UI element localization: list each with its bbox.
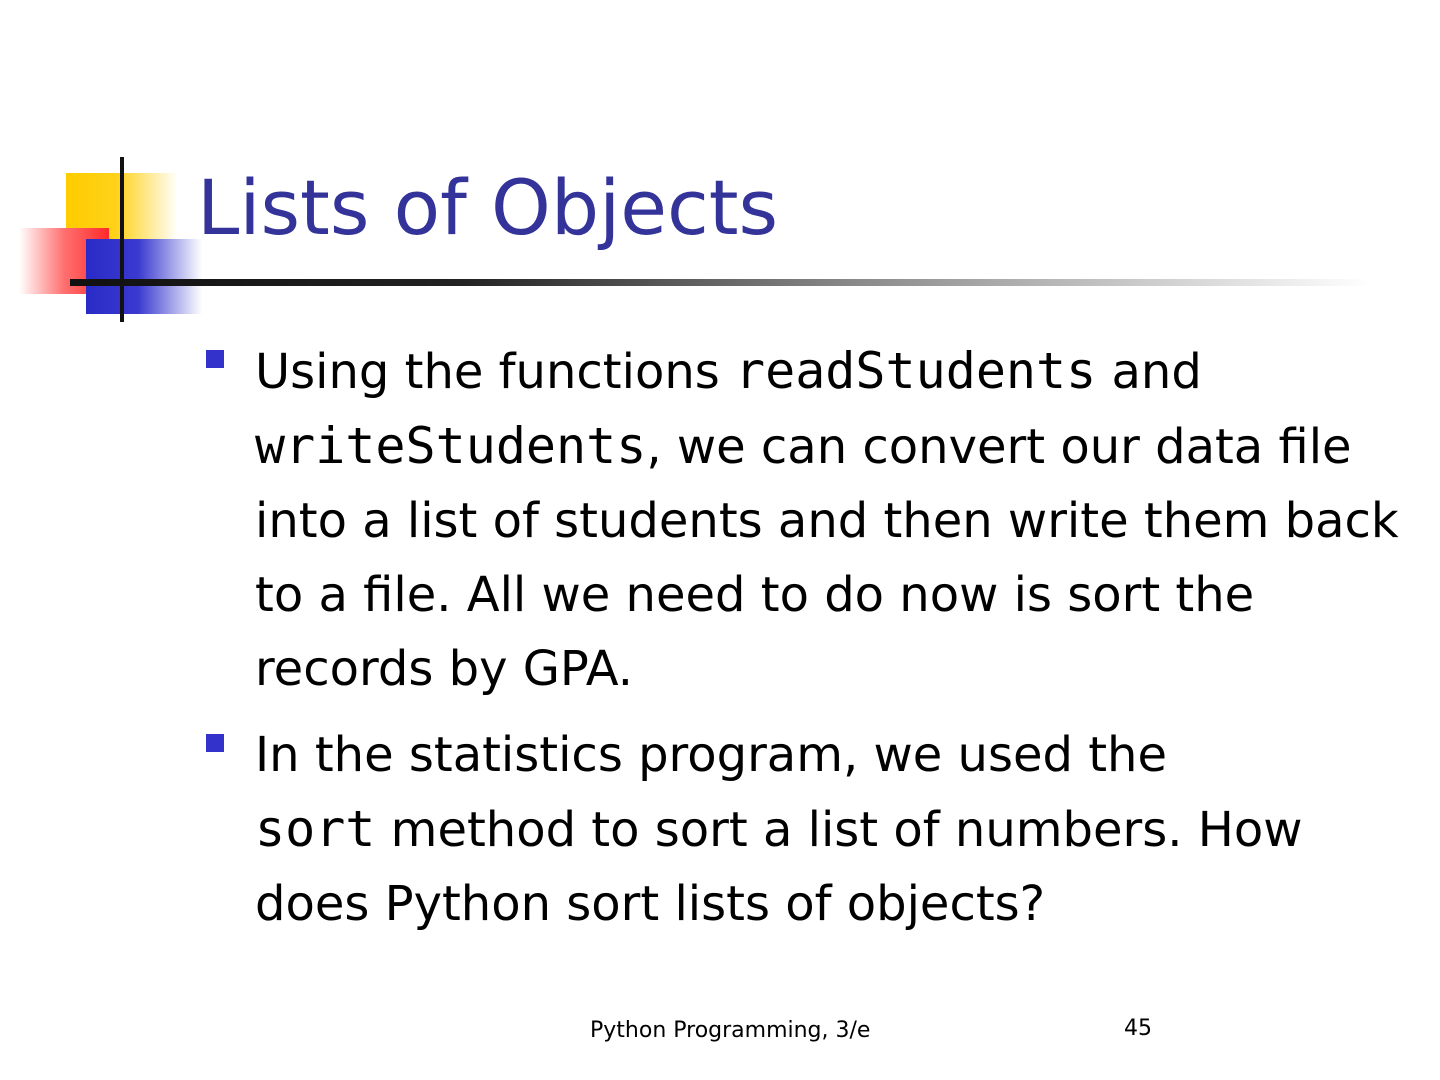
bullet-text-segment: , we can convert our data file into a list of students and then write them back to a file. All we need to do now is sort the records by GPA.: [255, 419, 1399, 697]
bullet-item: [200, 334, 1400, 706]
logo-vertical-line: [120, 157, 124, 322]
bullet-square-icon: [206, 350, 224, 368]
bullet-text-segment: and: [1096, 344, 1202, 400]
bullet-text: [255, 727, 1302, 932]
bullet-square-icon: [206, 734, 224, 752]
code-readStudents: readStudents: [735, 342, 1097, 400]
title-underline: [70, 279, 1370, 286]
bullet-text-segment: In the statistics program, we used the: [255, 727, 1167, 783]
bullet-text-segment: method to sort a list of numbers. How does Python sort lists of objects?: [255, 802, 1303, 932]
page-number: 45: [1124, 1016, 1152, 1041]
bullet-list: [200, 334, 1400, 953]
code-sort: sort: [255, 800, 376, 858]
logo-blue-square: [86, 239, 202, 314]
code-writeStudents: writeStudents: [255, 417, 647, 475]
bullet-text: [255, 344, 1399, 697]
slide-title: Lists of Objects: [197, 163, 779, 252]
bullet-item: [200, 718, 1400, 941]
bullet-text-segment: Using the functions: [255, 344, 735, 400]
slide-footer: Python Programming, 3/e: [590, 1018, 871, 1043]
